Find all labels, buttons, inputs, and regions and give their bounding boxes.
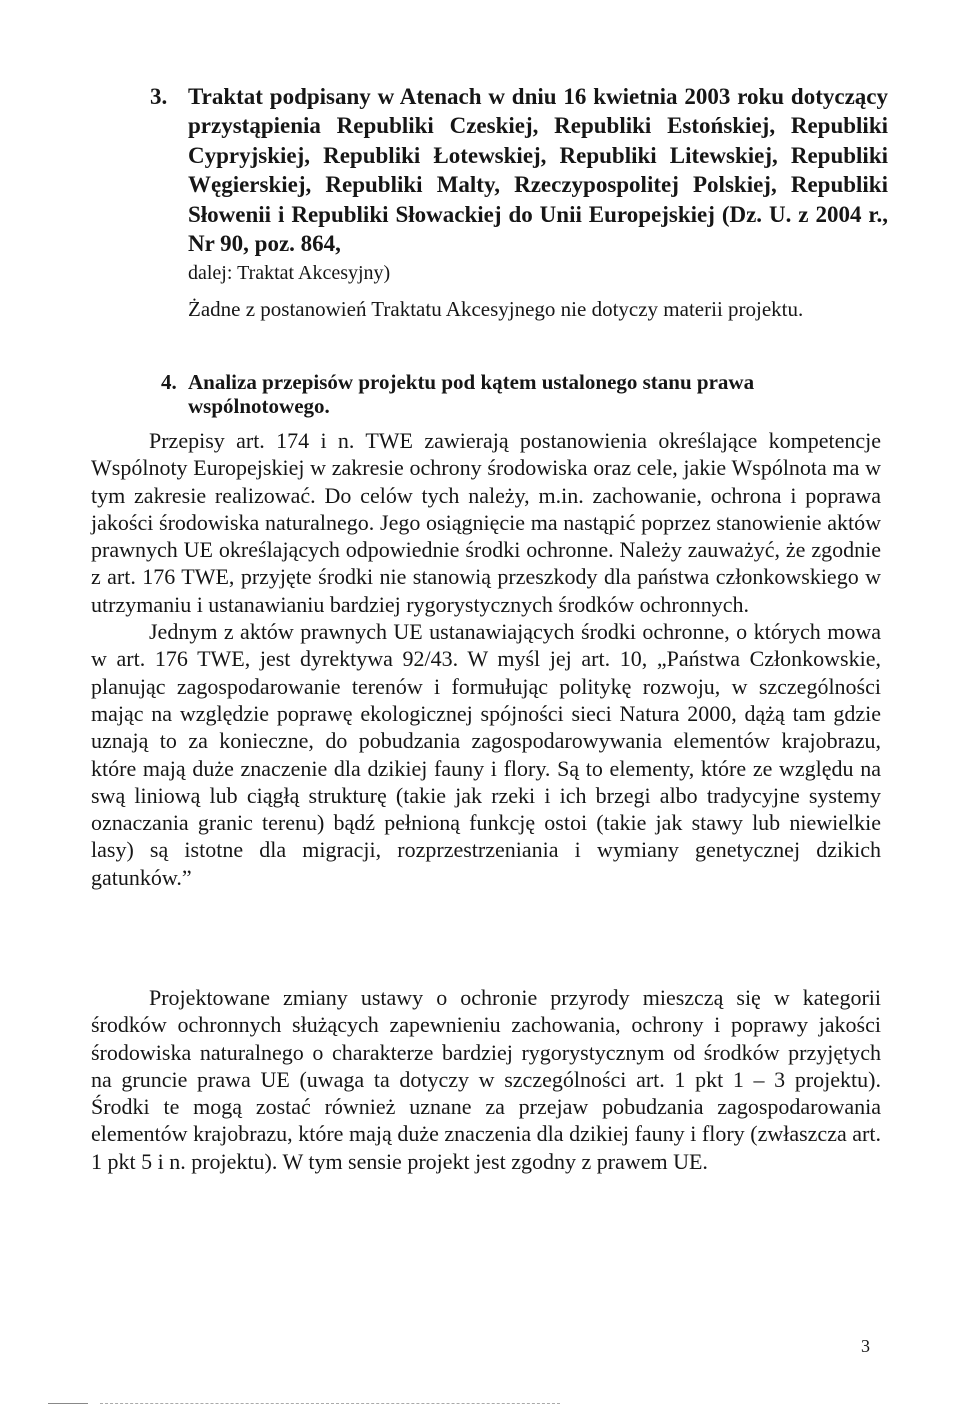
- scan-edge-dash: [100, 1403, 560, 1404]
- section-4-body-continued: [91, 984, 881, 1175]
- paragraph-1: Przepisy art. 174 i n. TWE zawierają postanowienia określające kompetencje Wspólnoty Europejskiej w zakresie ochrony środowiska oraz cele, jakie Wspólnota ma w tym zakresie realizować. Do celów tych należy, m.in. zachowanie, ochrona i poprawa jakości środowiska naturalnego. Jego osiągnięcie ma nastąpić poprzez stanowienie aktów prawnych UE określających odpowiednie środki ochronne. Należy zauważyć, że zgodnie z art. 176 TWE, przyjęte środki nie stanowią przeszkody dla państwa członkowskiego w utrzymaniu i ustanawianiu bardziej rygorystycznych środków ochronnych.: [91, 428, 881, 617]
- section-3-heading: Traktat podpisany w Atenach w dniu 16 kwietnia 2003 roku dotyczący przystąpienia Republiki Czeskiej, Republiki Estońskiej, Republiki Cypryjskiej, Republiki Łotewskiej, Republiki Litewskiej, Republiki Węgierskiej, Republiki Malty, Rzeczypospolitej Polskiej, Republiki Słowenii i Republiki Słowackiej do Unii Europejskiej (Dz. U. z 2004 r., Nr 90, poz. 864,: [188, 84, 888, 257]
- section-4-body: [91, 427, 881, 891]
- paragraph-3: Projektowane zmiany ustawy o ochronie przyrody mieszczą się w kategorii środków ochronnych służących zapewnieniu zachowania, ochrony i poprawy jakości środowiska naturalnego o charakterze bardziej rygorystycznym od środków przyjętych na gruncie prawa UE (uwaga ta dotyczy w szczególności art. 1 pkt 1 – 3 projektu). Środki te mogą zostać również uznane za przejaw pobudzania zagospodarowania elementów krajobrazu, które mają duże znaczenia dla dzikiej fauny i flory (zwłaszcza art. 1 pkt 5 i n. projektu). W tym sensie projekt jest zgodny z prawem UE.: [91, 985, 881, 1174]
- section-3-number: 3.: [150, 84, 168, 109]
- section-4-number: 4.: [161, 370, 177, 394]
- scan-edge-mark: [48, 1403, 88, 1404]
- section-4-heading: Analiza przepisów projektu pod kątem ustalonego stanu prawa wspólnotowego.: [188, 370, 755, 418]
- section-4: [161, 370, 888, 418]
- section-3: [150, 82, 890, 286]
- section-3-text: Żadne z postanowień Traktatu Akcesyjnego nie dotyczy materii projektu.: [188, 297, 804, 321]
- paragraph-2: Jednym z aktów prawnych UE ustanawiających środki ochronne, o których mowa w art. 176 TWE, jest dyrektywa 92/43. W myśl jej art. 10, „Państwa Członkowskie, planując zagospodarowanie terenów i formułując politykę rozwoju, w szczególności mając na względzie poprawę ekologicznej spójności sieci Natura 2000, dążą tam gdzie uznają to za konieczne, do pobudzania zagospodarowywania elementów krajobrazu, które mają duże znaczenie dla dzikiej fauny i flory. Są to elementy, które ze względu na swą liniową lub ciągłą strukturę (takie jak rzeki i ich brzegi albo tradycyjne systemy oznaczania granic terenu) bądź pełnioną funkcję ostoi (takie jak stawy lub niewielkie lasy) są istotne dla migracji, rozprzestrzeniania i wymiany genetycznej dzikich gatunków.”: [91, 619, 881, 890]
- section-3-note: dalej: Traktat Akcesyjny): [188, 262, 391, 285]
- page-number: 3: [861, 1336, 870, 1356]
